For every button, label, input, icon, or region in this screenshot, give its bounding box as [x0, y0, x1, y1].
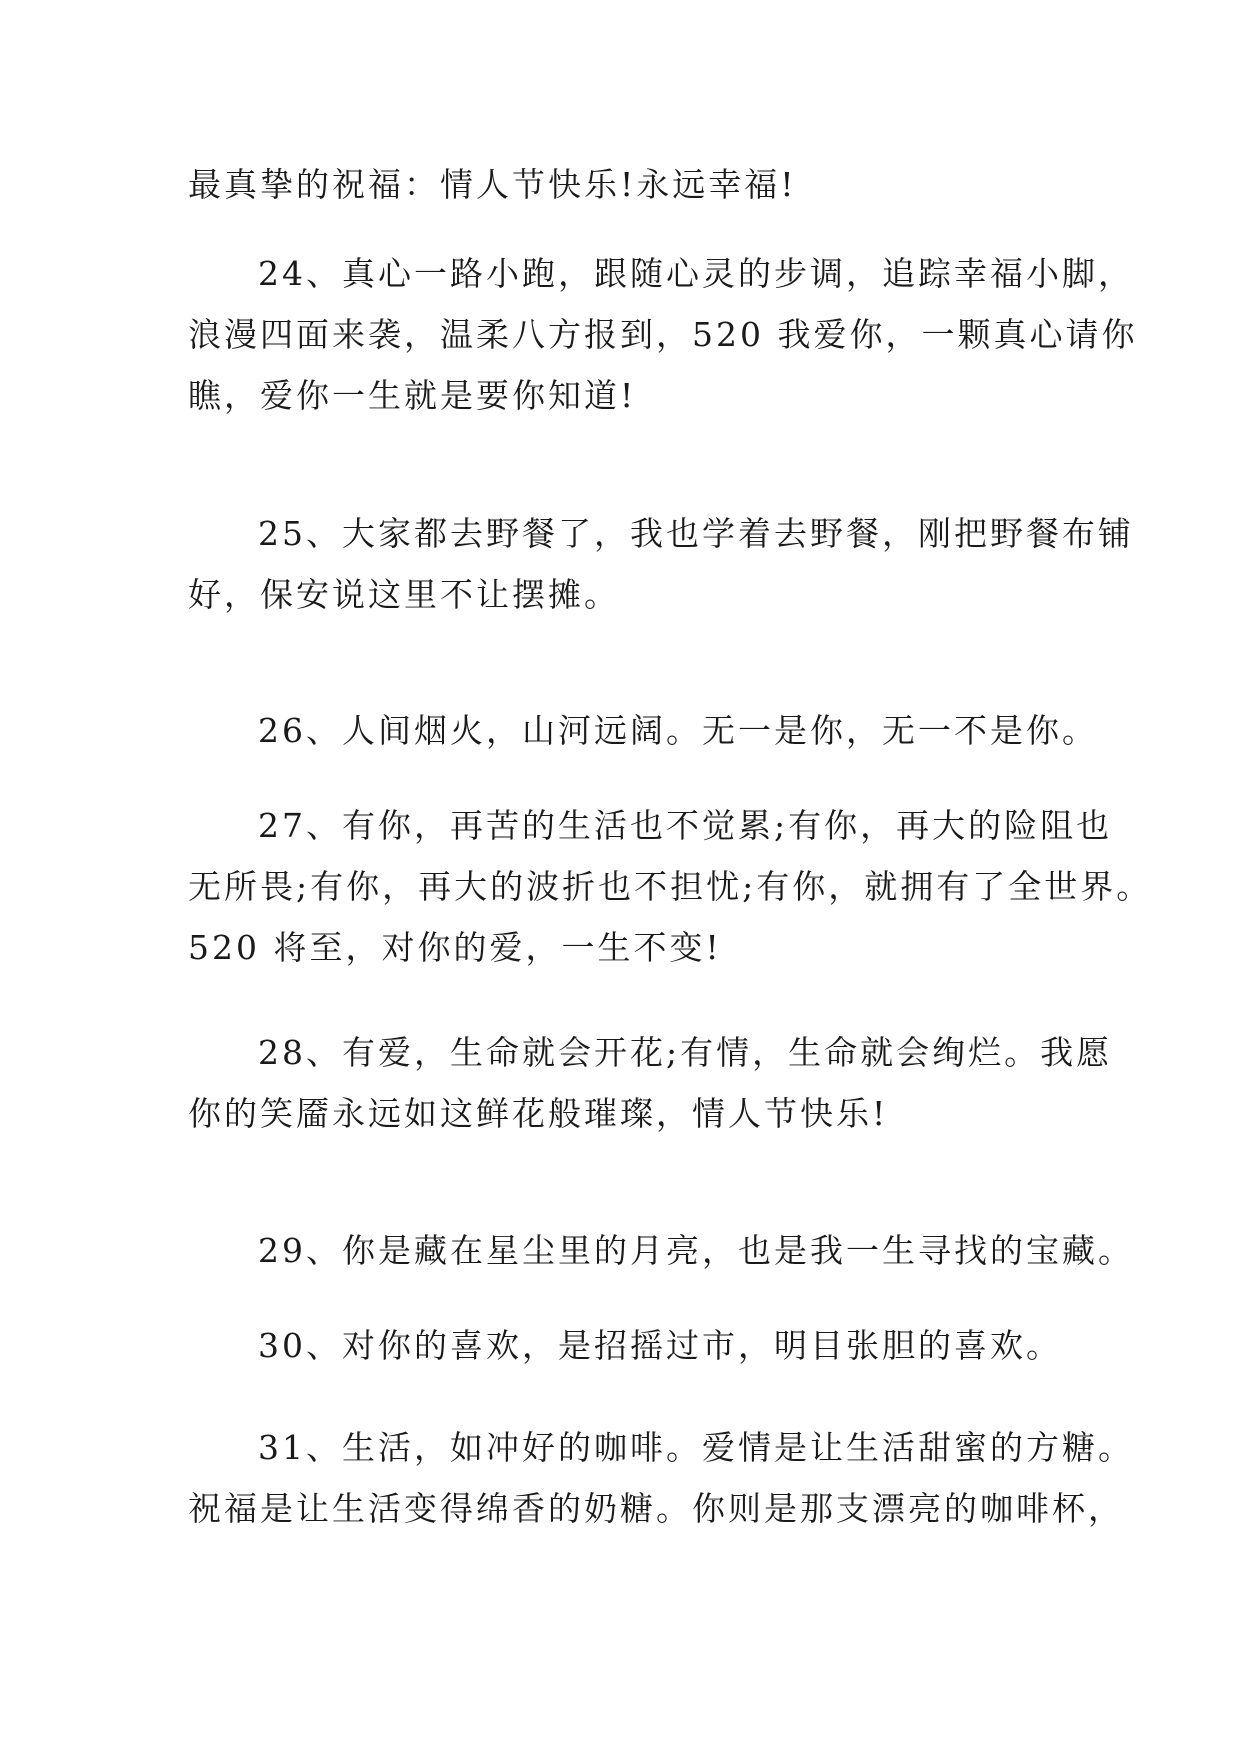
text-line: 520 将至，对你的爱，一生不变!: [188, 928, 722, 967]
text-line: 24、真心一路小跑，跟随心灵的步调，追踪幸福小脚，: [258, 254, 1134, 293]
text-line: 31、生活，如冲好的咖啡。爱情是让生活甜蜜的方糖。: [258, 1428, 1134, 1467]
paragraph-closing-wish: [188, 154, 1068, 215]
paragraph-26: [188, 700, 1098, 761]
paragraph-28: [188, 1022, 1113, 1144]
text-line: 28、有爱，生命就会开花;有情，生命就会绚烂。我愿: [258, 1033, 1113, 1072]
text-line: 最真挚的祝福：情人节快乐!永远幸福!: [188, 165, 797, 204]
paragraph-30: [188, 1315, 1068, 1376]
paragraph-29: [188, 1220, 1134, 1281]
text-line: 祝福是让生活变得绵香的奶糖。你则是那支漂亮的咖啡杯，: [188, 1489, 1124, 1528]
text-line: 你的笑靥永远如这鲜花般璀璨，情人节快乐!: [188, 1094, 889, 1133]
text-line: 29、你是藏在星尘里的月亮，也是我一生寻找的宝藏。: [258, 1231, 1134, 1270]
text-line: 30、对你的喜欢，是招摇过市，明目张胆的喜欢。: [258, 1326, 1062, 1365]
paragraph-27: [188, 795, 1153, 978]
paragraph-25: [188, 503, 1134, 625]
text-line: 无所畏;有你，再大的波折也不担忧;有你，就拥有了全世界。: [188, 867, 1153, 906]
paragraph-24: [188, 243, 1138, 426]
text-line: 浪漫四面来袭，温柔八方报到，520 我爱你，一颗真心请你: [188, 315, 1138, 354]
text-line: 26、人间烟火，山河远阔。无一是你，无一不是你。: [258, 711, 1098, 750]
text-line: 25、大家都去野餐了，我也学着去野餐，刚把野餐布铺: [258, 514, 1134, 553]
paragraph-31: [188, 1417, 1134, 1539]
text-line: 瞧，爱你一生就是要你知道!: [188, 376, 637, 415]
text-line: 27、有你，再苦的生活也不觉累;有你，再大的险阻也: [258, 806, 1113, 845]
text-line: 好，保安说这里不让摆摊。: [188, 575, 620, 614]
